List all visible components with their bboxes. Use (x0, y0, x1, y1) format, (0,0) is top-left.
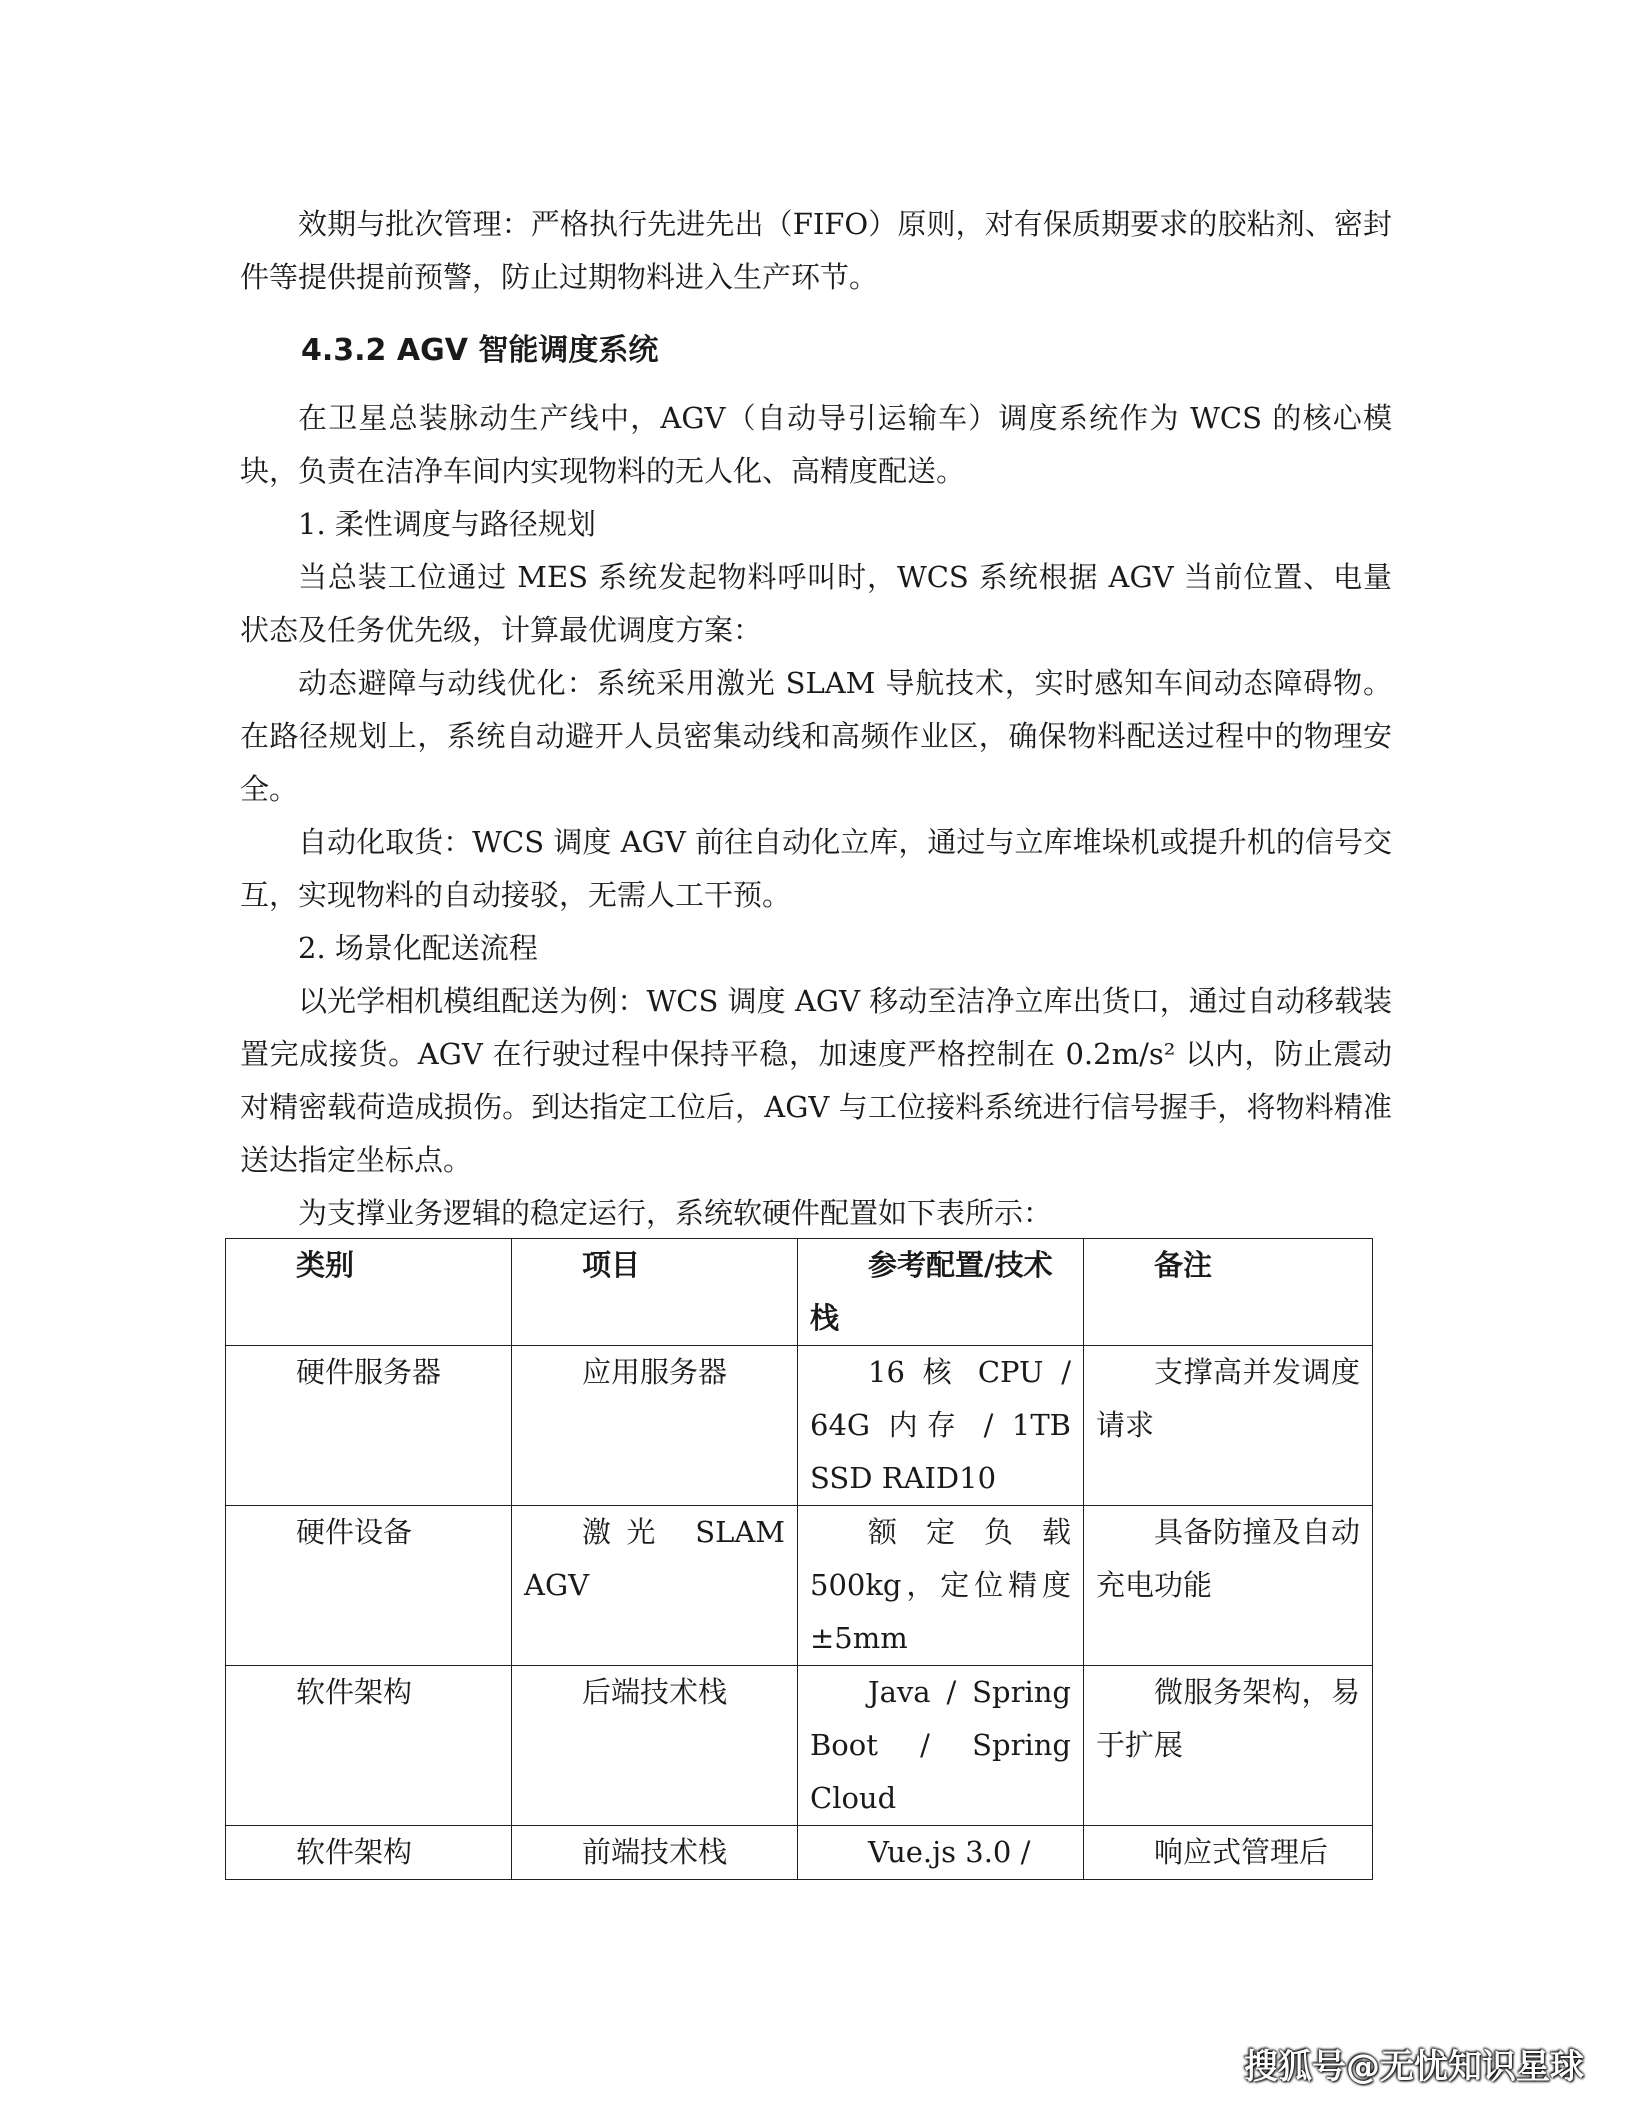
table-row (226, 1666, 1373, 1826)
header-category: 类别 (226, 1239, 512, 1346)
section-heading: 4.3.2 AGV 智能调度系统 (301, 333, 659, 368)
table-cell: 激光 SLAM AGV (512, 1506, 798, 1666)
table-cell: 微服务架构，易于扩展 (1084, 1666, 1373, 1826)
header-config: 参考配置/技术栈 (798, 1239, 1084, 1346)
table-cell: 额定负载 500kg，定位精度±5mm (798, 1506, 1084, 1666)
paragraph-camera-delivery: 以光学相机模组配送为例：WCS 调度 AGV 移动至洁净立库出货口，通过自动移载装置完成接货。AGV 在行驶过程中保持平稳，加速度严格控制在 0.2m/s² 以内，防止震动对精密载荷造成损伤。到达指定工位后，AGV 与工位接料系统进行信号握手，将物料精准送达指定坐标点。 (240, 984, 1392, 1177)
table-cell: 硬件设备 (226, 1506, 512, 1666)
paragraph-expiry-batch: 效期与批次管理：严格执行先进先出（FIFO）原则，对有保质期要求的胶粘剂、密封件等提供提前预警，防止过期物料进入生产环节。 (240, 207, 1392, 294)
table-cell: 硬件服务器 (226, 1346, 512, 1506)
table-cell: 前端技术栈 (512, 1826, 798, 1880)
table-row (226, 1826, 1373, 1880)
watermark: 搜狐号@无忧知识星球 (1244, 2047, 1584, 2087)
table-row (226, 1346, 1373, 1506)
table-cell: 应用服务器 (512, 1346, 798, 1506)
paragraph-auto-pickup: 自动化取货：WCS 调度 AGV 前往自动化立库，通过与立库堆垛机或提升机的信号交互，实现物料的自动接驳，无需人工干预。 (240, 825, 1392, 912)
paragraph-agv-intro: 在卫星总装脉动生产线中，AGV（自动导引运输车）调度系统作为 WCS 的核心模块，负责在洁净车间内实现物料的无人化、高精度配送。 (240, 401, 1392, 488)
table-cell: Java / Spring Boot / Spring Cloud (798, 1666, 1084, 1826)
table-header-row (226, 1239, 1373, 1346)
table-row (226, 1506, 1373, 1666)
paragraph-mes-call: 当总装工位通过 MES 系统发起物料呼叫时，WCS 系统根据 AGV 当前位置、电量状态及任务优先级，计算最优调度方案： (240, 560, 1392, 647)
list-item-delivery-flow: 2. 场景化配送流程 (298, 931, 538, 965)
table-cell: 软件架构 (226, 1826, 512, 1880)
table-cell: 16 核 CPU / 64G 内存 / 1TB SSD RAID10 (798, 1346, 1084, 1506)
table-cell: 响应式管理后 (1084, 1826, 1373, 1880)
table-cell: 具备防撞及自动充电功能 (1084, 1506, 1373, 1666)
list-item-flexible-scheduling: 1. 柔性调度与路径规划 (298, 507, 596, 541)
table-cell: Vue.js 3.0 / (798, 1826, 1084, 1880)
config-table (225, 1238, 1373, 1880)
paragraph-obstacle-avoidance: 动态避障与动线优化：系统采用激光 SLAM 导航技术，实时感知车间动态障碍物。在路径规划上，系统自动避开人员密集动线和高频作业区，确保物料配送过程中的物理安全。 (240, 666, 1392, 806)
header-item: 项目 (512, 1239, 798, 1346)
table-cell: 支撑高并发调度请求 (1084, 1346, 1373, 1506)
table-cell: 软件架构 (226, 1666, 512, 1826)
paragraph-table-intro: 为支撑业务逻辑的稳定运行，系统软硬件配置如下表所示： (298, 1196, 1053, 1230)
header-remark: 备注 (1084, 1239, 1373, 1346)
table-cell: 后端技术栈 (512, 1666, 798, 1826)
